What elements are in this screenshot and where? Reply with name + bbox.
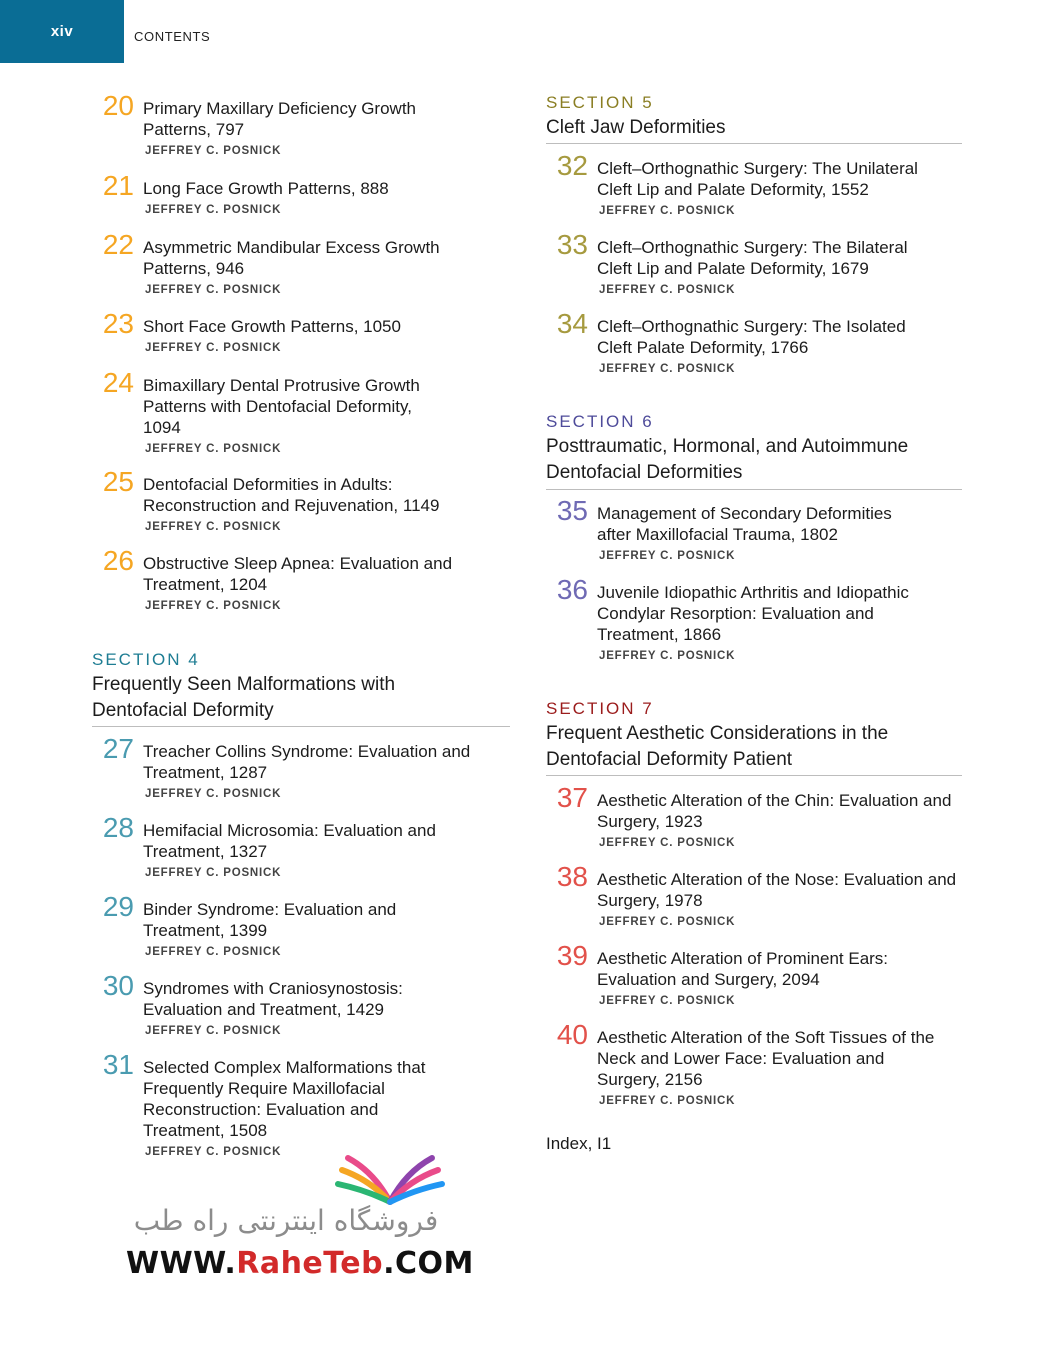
chapter-author: JEFFREY C. POSNICK: [599, 837, 736, 849]
chapter-title: Syndromes with Craniosynostosis: Evaluation and Treatment, 1429: [143, 979, 403, 1019]
chapter-entry[interactable]: [92, 229, 510, 296]
chapter-number: 27: [102, 733, 134, 764]
section-6-heading: [546, 412, 962, 486]
chapter-title: Bimaxillary Dental Protrusive Growth Patterns with Dentofacial Deformity, 1094: [143, 376, 420, 437]
chapter-entry[interactable]: [92, 970, 510, 1037]
chapter-author: JEFFREY C. POSNICK: [145, 145, 282, 157]
running-head: CONTENTS: [134, 29, 211, 44]
chapter-entry[interactable]: [546, 940, 962, 1007]
chapter-number: 22: [102, 229, 134, 260]
page-number-tab: [0, 0, 124, 63]
chapter-author: JEFFREY C. POSNICK: [145, 867, 282, 879]
watermark-persian-text: فروشگاه اینترنتی راه طب: [133, 1204, 439, 1237]
chapter-title: Selected Complex Malformations that Frequently Require Maxillofacial Reconstruction: Evaluation and Treatment, 1508: [143, 1058, 426, 1140]
section-label: SECTION 5: [546, 93, 654, 112]
chapter-author: JEFFREY C. POSNICK: [145, 600, 282, 612]
chapter-entry[interactable]: [92, 367, 510, 455]
chapter-author: JEFFREY C. POSNICK: [599, 550, 736, 562]
page-number: xiv: [50, 23, 74, 40]
chapter-entry[interactable]: [546, 1019, 962, 1107]
chapter-number: 24: [102, 367, 134, 398]
chapter-title: Long Face Growth Patterns, 888: [143, 179, 389, 198]
chapter-title: Aesthetic Alteration of Prominent Ears: Evaluation and Surgery, 2094: [597, 949, 889, 989]
section-title: Frequently Seen Malformations with Dentofacial Deformity: [92, 674, 396, 721]
section-5-heading: [546, 93, 962, 141]
chapter-author: JEFFREY C. POSNICK: [145, 788, 282, 800]
watermark-url-suffix: .COM: [383, 1246, 474, 1281]
chapter-number: 23: [102, 308, 134, 339]
chapter-title: Treacher Collins Syndrome: Evaluation and Treatment, 1287: [143, 742, 471, 782]
chapter-author: JEFFREY C. POSNICK: [145, 946, 282, 958]
chapter-title: Primary Maxillary Deficiency Growth Patterns, 797: [143, 99, 416, 139]
chapter-author: JEFFREY C. POSNICK: [599, 363, 736, 375]
watermark-url-mid: RaheTeb: [236, 1246, 384, 1281]
chapter-author: JEFFREY C. POSNICK: [145, 443, 282, 455]
index-link[interactable]: Index, I1: [546, 1134, 612, 1153]
chapter-number: 34: [556, 308, 588, 339]
chapter-title: Dentofacial Deformities in Adults: Reconstruction and Rejuvenation, 1149: [143, 475, 440, 515]
chapter-entry[interactable]: [92, 1049, 510, 1158]
section-divider: [546, 489, 962, 490]
watermark-url: [126, 1246, 474, 1281]
chapter-entry[interactable]: [546, 495, 962, 562]
chapter-author: JEFFREY C. POSNICK: [145, 521, 282, 533]
chapter-title: Aesthetic Alteration of the Soft Tissues of the Neck and Lower Face: Evaluation and Surgery, 2156: [597, 1028, 935, 1089]
chapter-title: Management of Secondary Deformities after Maxillofacial Trauma, 1802: [597, 504, 892, 544]
chapter-title: Juvenile Idiopathic Arthritis and Idiopathic Condylar Resorption: Evaluation and Treatment, 1866: [597, 583, 909, 644]
section-label: SECTION 4: [92, 650, 200, 669]
chapter-number: 33: [556, 229, 588, 260]
chapter-entry[interactable]: [92, 733, 510, 800]
section-divider: [546, 775, 962, 776]
chapter-title: Hemifacial Microsomia: Evaluation and Treatment, 1327: [143, 821, 436, 861]
chapter-entry[interactable]: [546, 308, 962, 375]
section-divider: [546, 143, 962, 144]
chapter-entry[interactable]: [546, 861, 962, 928]
chapter-entry[interactable]: [92, 812, 510, 879]
chapter-number: 28: [102, 812, 134, 843]
chapter-number: 39: [556, 940, 588, 971]
chapter-author: JEFFREY C. POSNICK: [599, 284, 736, 296]
chapter-number: 35: [556, 495, 588, 526]
watermark-url-prefix: WWW.: [126, 1246, 237, 1281]
chapter-entry[interactable]: [92, 466, 510, 533]
section-4-heading: [92, 650, 510, 724]
chapter-number: 25: [102, 466, 134, 497]
section-label: SECTION 7: [546, 699, 654, 718]
chapter-author: JEFFREY C. POSNICK: [599, 650, 736, 662]
chapter-title: Binder Syndrome: Evaluation and Treatment, 1399: [143, 900, 397, 940]
chapter-author: JEFFREY C. POSNICK: [599, 995, 736, 1007]
chapter-number: 30: [102, 970, 134, 1001]
chapter-author: JEFFREY C. POSNICK: [145, 1146, 282, 1158]
chapter-author: JEFFREY C. POSNICK: [145, 342, 282, 354]
chapter-number: 37: [556, 782, 588, 813]
chapter-entry[interactable]: [546, 150, 962, 217]
section-label: SECTION 6: [546, 412, 654, 431]
section-divider: [92, 726, 510, 727]
chapter-number: 26: [102, 545, 134, 576]
chapter-entry[interactable]: [92, 170, 510, 216]
chapter-entry[interactable]: [546, 782, 962, 849]
chapter-entry[interactable]: [92, 545, 510, 612]
chapter-author: JEFFREY C. POSNICK: [145, 284, 282, 296]
chapter-author: JEFFREY C. POSNICK: [599, 916, 736, 928]
chapter-author: JEFFREY C. POSNICK: [145, 1025, 282, 1037]
chapter-entry[interactable]: [92, 90, 510, 157]
chapter-number: 38: [556, 861, 588, 892]
chapter-number: 21: [102, 170, 134, 201]
chapter-title: Aesthetic Alteration of the Nose: Evaluation and Surgery, 1978: [597, 870, 957, 910]
chapter-number: 20: [102, 90, 134, 121]
section-title: Posttraumatic, Hormonal, and Autoimmune Dentofacial Deformities: [546, 436, 909, 483]
section-7-heading: [546, 699, 962, 773]
chapter-title: Short Face Growth Patterns, 1050: [143, 317, 401, 336]
chapter-author: JEFFREY C. POSNICK: [145, 204, 282, 216]
chapter-title: Asymmetric Mandibular Excess Growth Patterns, 946: [143, 238, 440, 278]
chapter-number: 36: [556, 574, 588, 605]
book-fan-logo-icon: [334, 1152, 446, 1208]
chapter-number: 29: [102, 891, 134, 922]
chapter-number: 31: [102, 1049, 134, 1080]
chapter-author: JEFFREY C. POSNICK: [599, 205, 736, 217]
chapter-title: Obstructive Sleep Apnea: Evaluation and Treatment, 1204: [143, 554, 453, 594]
chapter-entry[interactable]: [546, 229, 962, 296]
chapter-entry[interactable]: [546, 574, 962, 662]
section-title: Frequent Aesthetic Considerations in the Dentofacial Deformity Patient: [546, 723, 889, 770]
chapter-title: Cleft–Orthognathic Surgery: The Unilateral Cleft Lip and Palate Deformity, 1552: [597, 159, 918, 199]
chapter-title: Cleft–Orthognathic Surgery: The Isolated Cleft Palate Deformity, 1766: [597, 317, 906, 357]
chapter-entry[interactable]: [92, 308, 510, 354]
section-title: Cleft Jaw Deformities: [546, 117, 726, 138]
chapter-number: 40: [556, 1019, 588, 1050]
chapter-author: JEFFREY C. POSNICK: [599, 1095, 736, 1107]
chapter-number: 32: [556, 150, 588, 181]
chapter-entry[interactable]: [92, 891, 510, 958]
chapter-title: Cleft–Orthognathic Surgery: The Bilateral Cleft Lip and Palate Deformity, 1679: [597, 238, 908, 278]
chapter-title: Aesthetic Alteration of the Chin: Evaluation and Surgery, 1923: [597, 791, 952, 831]
